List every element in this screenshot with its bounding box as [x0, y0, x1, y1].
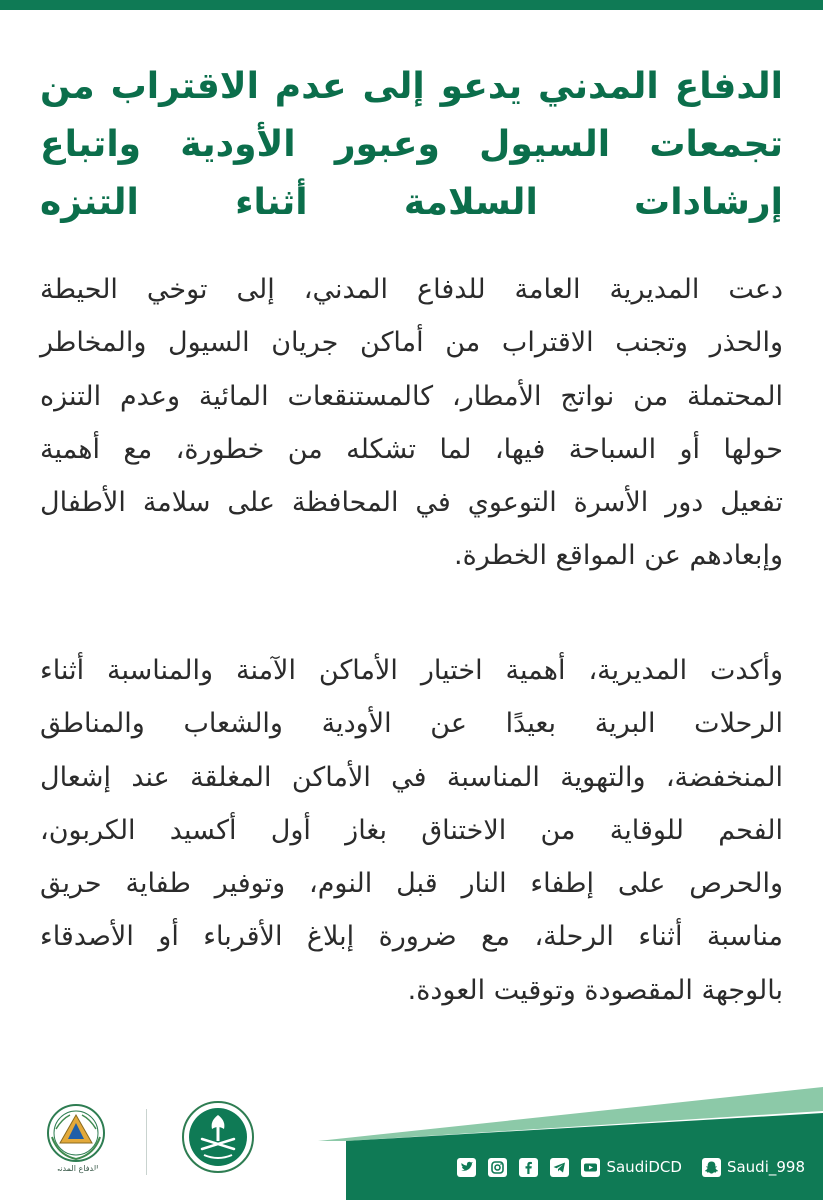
- paragraph-2: [40, 644, 783, 1017]
- civil-defense-caption: الدفاع المدني: [53, 1164, 99, 1173]
- body-line: وإبعادهم عن المواقع الخطرة.: [454, 540, 783, 572]
- ministry-emblem-logo: [180, 1099, 256, 1175]
- body-line: والحرص على إطفاء النار قبل النوم، وتوفير طفاية حريق: [40, 868, 783, 900]
- footer: [0, 1085, 823, 1200]
- body-line: مناسبة أثناء الرحلة، مع ضرورة إبلاغ الأقرباء أو الأصدقاء: [40, 921, 783, 953]
- headline: [40, 58, 783, 232]
- body-line: دعت المديرية العامة للدفاع المدني، إلى توخي الحيطة: [40, 274, 783, 305]
- body-line: الرحلات البرية بعيدًا عن الأودية والشعاب والمناطق: [40, 708, 783, 740]
- facebook-icon[interactable]: [519, 1158, 538, 1177]
- body-line: بالوجهة المقصودة وتوقيت العودة.: [407, 974, 783, 1006]
- top-accent-stripe: [0, 0, 823, 10]
- body-line: المحتملة من نواتج الأمطار، كالمستنقعات المائية وعدم التنزه: [40, 380, 783, 412]
- body-line: والحذر وتجنب الاقتراب من أماكن جريان السيول والمخاطر: [40, 327, 783, 359]
- twitter-icon[interactable]: [457, 1158, 476, 1177]
- instagram-icon[interactable]: [488, 1158, 507, 1177]
- civil-defense-logo: [38, 1099, 114, 1175]
- body-line: حولها أو السباحة فيها، لما تشكله من خطورة، مع أهمية: [40, 433, 783, 465]
- youtube-icon[interactable]: [581, 1158, 600, 1177]
- body-line: تفعيل دور الأسرة التوعوي في المحافظة على سلامة الأطفال: [40, 487, 783, 519]
- snapchat-icon[interactable]: [702, 1158, 721, 1177]
- headline-line: تجمعات السيول وعبور الأودية واتباع: [40, 124, 783, 165]
- handle-saudi-998[interactable]: Saudi_998: [726, 1158, 805, 1176]
- logo-divider: [146, 1109, 147, 1175]
- social-handles-bar: [457, 1152, 805, 1182]
- footer-green-band: [0, 1085, 823, 1200]
- telegram-icon[interactable]: [550, 1158, 569, 1177]
- headline-line: الدفاع المدني يدعو إلى عدم الاقتراب من: [40, 66, 783, 107]
- body-line: المنخفضة، والتهوية المناسبة في الأماكن المغلقة عند إشعال: [40, 761, 783, 793]
- headline-line: إرشادات السلامة أثناء التنزه: [40, 182, 783, 223]
- body-line: الفحم للوقاية من الاختناق بغاز أول أكسيد الكربون،: [40, 814, 783, 846]
- paragraph-1: [40, 263, 783, 583]
- handle-saudidcd[interactable]: SaudiDCD: [606, 1158, 682, 1176]
- body-line: وأكدت المديرية، أهمية اختيار الأماكن الآمنة والمناسبة أثناء: [40, 655, 783, 686]
